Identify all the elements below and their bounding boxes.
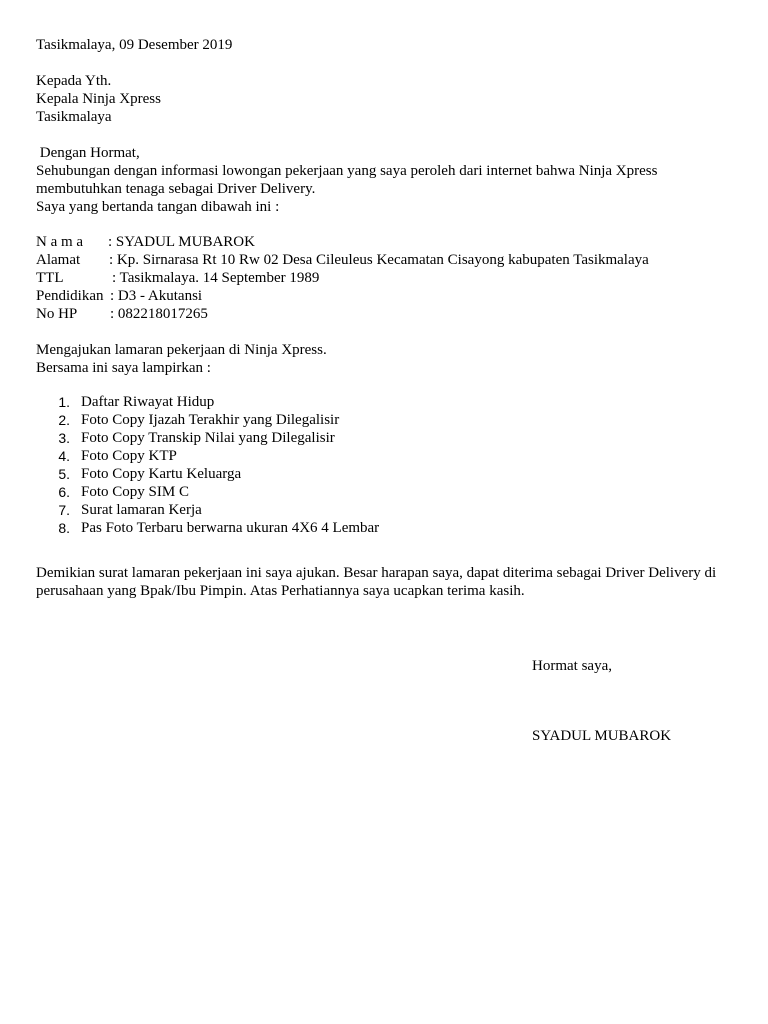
attach-intro: Bersama ini saya lampirkan : <box>36 360 211 376</box>
list-number: 5. <box>58 466 70 482</box>
closing-line-2: perusahaan yang Bpak/Ibu Pimpin. Atas Perhatiannya saya ucapkan terima kasih. <box>36 583 525 599</box>
list-text: Surat lamaran Kerja <box>81 502 202 518</box>
field-value-name: : SYADUL MUBAROK <box>108 234 255 250</box>
place-date: Tasikmalaya, 09 Desember 2019 <box>36 37 233 53</box>
list-number: 3. <box>58 430 70 446</box>
list-number: 7. <box>58 502 70 518</box>
intro-line-3: Saya yang bertanda tangan dibawah ini : <box>36 199 280 215</box>
field-label-name: N a m a <box>36 234 84 250</box>
sign-off: Hormat saya, <box>532 658 612 674</box>
field-label-address: Alamat <box>36 252 81 268</box>
recipient-line-3: Tasikmalaya <box>36 109 112 125</box>
field-value-birth: : Tasikmalaya. 14 September 1989 <box>112 270 320 286</box>
field-value-address: : Kp. Sirnarasa Rt 10 Rw 02 Desa Cileuleus Kecamatan Cisayong kabupaten Tasikmalaya <box>109 252 649 268</box>
signer-name: SYADUL MUBAROK <box>532 728 672 744</box>
list-text: Foto Copy KTP <box>81 448 177 464</box>
field-label-phone: No HP <box>36 306 78 322</box>
list-text: Foto Copy Kartu Keluarga <box>81 466 242 482</box>
list-text: Foto Copy Transkip Nilai yang Dilegalisir <box>81 430 335 446</box>
field-value-phone: : 082218017265 <box>110 306 208 322</box>
recipient-line-1: Kepada Yth. <box>36 73 112 89</box>
greeting: Dengan Hormat, <box>36 145 140 161</box>
intro-line-1: Sehubungan dengan informasi lowongan pekerjaan yang saya peroleh dari internet bahwa Ninja Xpress <box>36 163 658 179</box>
field-label-education: Pendidikan <box>36 288 104 304</box>
field-label-birth: TTL <box>36 270 64 286</box>
field-value-education: : D3 - Akutansi <box>110 288 203 304</box>
list-number: 2. <box>58 412 70 428</box>
list-number: 8. <box>58 520 70 536</box>
list-text: Daftar Riwayat Hidup <box>81 394 215 410</box>
list-text: Pas Foto Terbaru berwarna ukuran 4X6 4 Lembar <box>81 520 380 536</box>
recipient-line-2: Kepala Ninja Xpress <box>36 91 161 107</box>
list-text: Foto Copy SIM C <box>81 484 189 500</box>
closing-line-1: Demikian surat lamaran pekerjaan ini saya ajukan. Besar harapan saya, dapat diterima sebagai Driver Delivery di <box>36 565 717 581</box>
list-number: 1. <box>58 394 70 410</box>
list-number: 6. <box>58 484 70 500</box>
list-number: 4. <box>58 448 70 464</box>
apply-line: Mengajukan lamaran pekerjaan di Ninja Xpress. <box>36 342 327 358</box>
intro-line-2: membutuhkan tenaga sebagai Driver Delivery. <box>36 181 316 197</box>
list-text: Foto Copy Ijazah Terakhir yang Dilegalisir <box>81 412 340 428</box>
